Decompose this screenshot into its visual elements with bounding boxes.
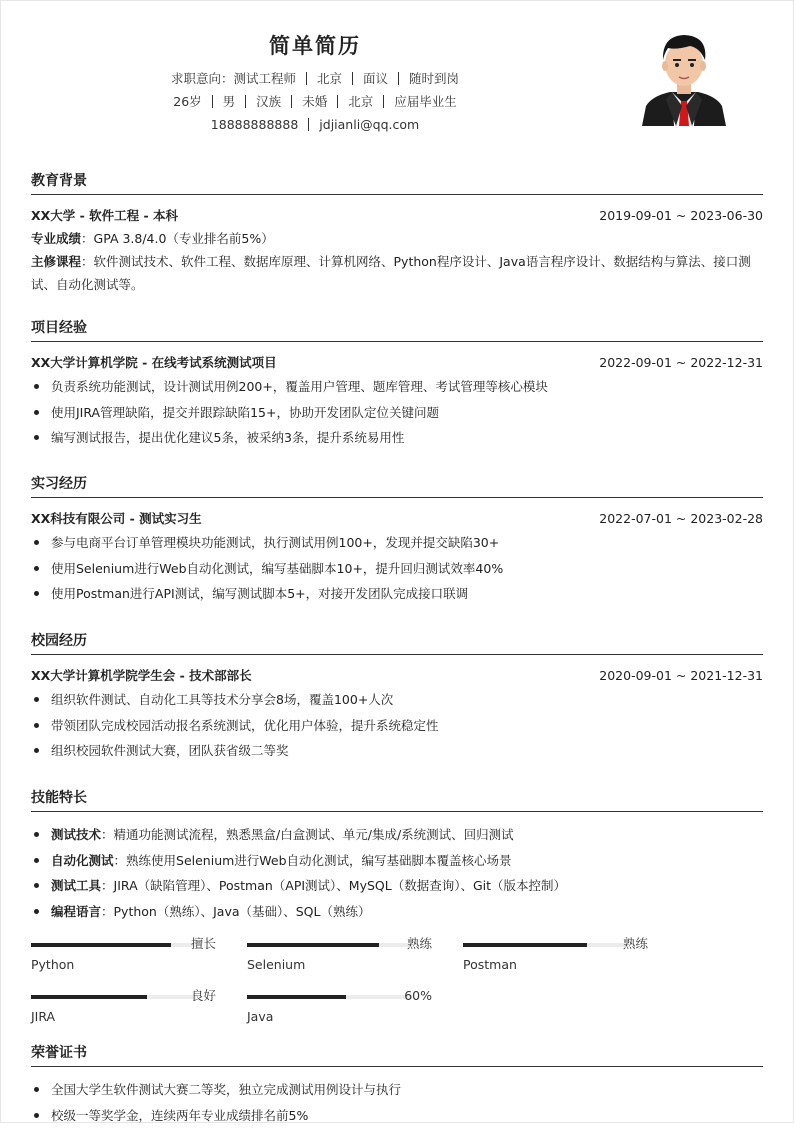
skill-bar-java [247, 988, 432, 1032]
residence: 北京 [348, 94, 373, 109]
list-item: 组织校园软件测试大赛，团队获省级二等奖 [31, 738, 763, 764]
separator [291, 95, 292, 108]
internship-entry-header [31, 508, 763, 530]
education-entry-title: XX大学 - 软件工程 - 本科 [31, 208, 178, 223]
skill-bar-track [463, 943, 628, 947]
avatar-illustration [636, 26, 732, 126]
separator [308, 118, 309, 131]
project-entry-header [31, 352, 763, 374]
list-item: 带领团队完成校园活动报名系统测试，优化用户体验，提升系统稳定性 [31, 713, 763, 739]
separator [245, 95, 246, 108]
age: 26岁 [173, 94, 201, 109]
skill-bar-fill [463, 943, 587, 947]
resume-header [130, 30, 500, 136]
skill-text: ：熟练使用Selenium进行Web自动化测试，编写基础脚本覆盖核心场景 [114, 853, 512, 868]
candidate-status: 应届毕业生 [394, 94, 457, 109]
campus-bullets [31, 687, 763, 764]
internship-date: 2022-07-01 ~ 2023-02-28 [599, 508, 763, 530]
education-score [31, 227, 763, 250]
education-courses [31, 250, 763, 296]
separator [398, 72, 399, 85]
courses-label: 主修课程 [31, 254, 81, 269]
list-item: 校级一等奖学金，连续两年专业成绩排名前5% [31, 1103, 763, 1128]
phone: 18888888888 [211, 117, 298, 132]
campus-section [31, 630, 763, 764]
section-title: 实习经历 [31, 473, 763, 498]
education-date: 2019-09-01 ~ 2023-06-30 [599, 205, 763, 227]
list-item: 使用JIRA管理缺陷，提交并跟踪缺陷15+，协助开发团队定位关键问题 [31, 400, 763, 426]
email: jdjianli@qq.com [319, 117, 419, 132]
resume-name: 简单简历 [130, 30, 500, 60]
ethnicity: 汉族 [256, 94, 281, 109]
skill-label: 自动化测试 [51, 853, 114, 868]
list-item: 参与电商平台订单管理模块功能测试，执行测试用例100+，发现并提交缺陷30+ [31, 530, 763, 556]
job-intention-line [130, 67, 500, 90]
skill-level: 熟练 [623, 936, 648, 952]
list-item: 使用Postman进行API测试，编写测试脚本5+，对接开发团队完成接口联调 [31, 581, 763, 607]
skill-bar-jira [31, 988, 216, 1032]
separator [337, 95, 338, 108]
expected-salary: 面议 [363, 71, 388, 86]
skill-bar-fill [247, 995, 346, 999]
section-title: 教育背景 [31, 170, 763, 195]
personal-info-line [130, 90, 500, 113]
skill-bar-fill [31, 995, 147, 999]
education-section [31, 170, 763, 296]
skill-bar-python [31, 936, 216, 980]
skill-label: 测试工具 [51, 878, 101, 893]
section-title: 校园经历 [31, 630, 763, 655]
list-item [31, 822, 763, 848]
skill-level: 擅长 [191, 936, 216, 952]
skill-bar-track [247, 995, 412, 999]
skill-name: Java [247, 1008, 273, 1026]
skill-level: 熟练 [407, 936, 432, 952]
campus-entry-title: XX大学计算机学院学生会 - 技术部部长 [31, 668, 252, 683]
skill-level: 60% [404, 988, 432, 1004]
gender: 男 [223, 94, 236, 109]
separator [383, 95, 384, 108]
skill-bar-fill [31, 943, 171, 947]
skill-name: Selenium [247, 956, 305, 974]
separator [306, 72, 307, 85]
education-entry-header [31, 205, 763, 227]
skill-bar-track [31, 943, 196, 947]
list-item [31, 848, 763, 874]
honors-section [31, 1042, 763, 1128]
skill-bar-selenium [247, 936, 432, 980]
skill-text: ：精通功能测试流程，熟悉黑盒/白盒测试、单元/集成/系统测试、回归测试 [101, 827, 514, 842]
separator [212, 95, 213, 108]
skills-section [31, 787, 763, 924]
project-date: 2022-09-01 ~ 2022-12-31 [599, 352, 763, 374]
skill-text: ：JIRA（缺陷管理）、Postman（API测试）、MySQL（数据查询）、Git（版本控制） [101, 878, 566, 893]
skills-list [31, 822, 763, 924]
skill-name: JIRA [31, 1008, 55, 1026]
honors-bullets [31, 1077, 763, 1128]
courses-value: ：软件测试技术、软件工程、数据库原理、计算机网络、Python程序设计、Java语言程序设计、数据结构与算法、接口测试、自动化测试等。 [31, 254, 751, 292]
list-item [31, 899, 763, 925]
skill-bar-track [31, 995, 196, 999]
list-item: 使用Selenium进行Web自动化测试，编写基础脚本10+，提升回归测试效率40% [31, 556, 763, 582]
list-item: 负责系统功能测试，设计测试用例200+，覆盖用户管理、题库管理、考试管理等核心模块 [31, 374, 763, 400]
intended-city: 北京 [317, 71, 342, 86]
section-title: 荣誉证书 [31, 1042, 763, 1067]
project-bullets [31, 374, 763, 451]
skill-bar-fill [247, 943, 379, 947]
project-entry-title: XX大学计算机学院 - 在线考试系统测试项目 [31, 355, 277, 370]
campus-date: 2020-09-01 ~ 2021-12-31 [599, 665, 763, 687]
skill-bar-postman [463, 936, 648, 980]
skill-bar-track [247, 943, 412, 947]
skill-name: Python [31, 956, 74, 974]
availability: 随时到岗 [409, 71, 459, 86]
list-item [31, 873, 763, 899]
skill-name: Postman [463, 956, 517, 974]
skill-label: 测试技术 [51, 827, 101, 842]
project-section [31, 317, 763, 451]
skill-label: 编程语言 [51, 904, 101, 919]
skill-text: ：Python（熟练）、Java（基础）、SQL（熟练） [101, 904, 370, 919]
list-item: 全国大学生软件测试大赛二等奖，独立完成测试用例设计与执行 [31, 1077, 763, 1103]
job-intention: 求职意向：测试工程师 [171, 71, 296, 86]
section-title: 项目经验 [31, 317, 763, 342]
section-title: 技能特长 [31, 787, 763, 812]
marital-status: 未婚 [302, 94, 327, 109]
internship-section [31, 473, 763, 607]
skill-level: 良好 [191, 988, 216, 1004]
list-item: 组织软件测试、自动化工具等技术分享会8场，覆盖100+人次 [31, 687, 763, 713]
score-label: 专业成绩 [31, 231, 81, 246]
internship-entry-title: XX科技有限公司 - 测试实习生 [31, 511, 202, 526]
internship-bullets [31, 530, 763, 607]
score-value: ：GPA 3.8/4.0（专业排名前5%） [81, 231, 274, 246]
campus-entry-header [31, 665, 763, 687]
separator [352, 72, 353, 85]
avatar [636, 26, 732, 126]
list-item: 编写测试报告，提出优化建议5条，被采纳3条，提升系统易用性 [31, 425, 763, 451]
contact-line [130, 113, 500, 136]
